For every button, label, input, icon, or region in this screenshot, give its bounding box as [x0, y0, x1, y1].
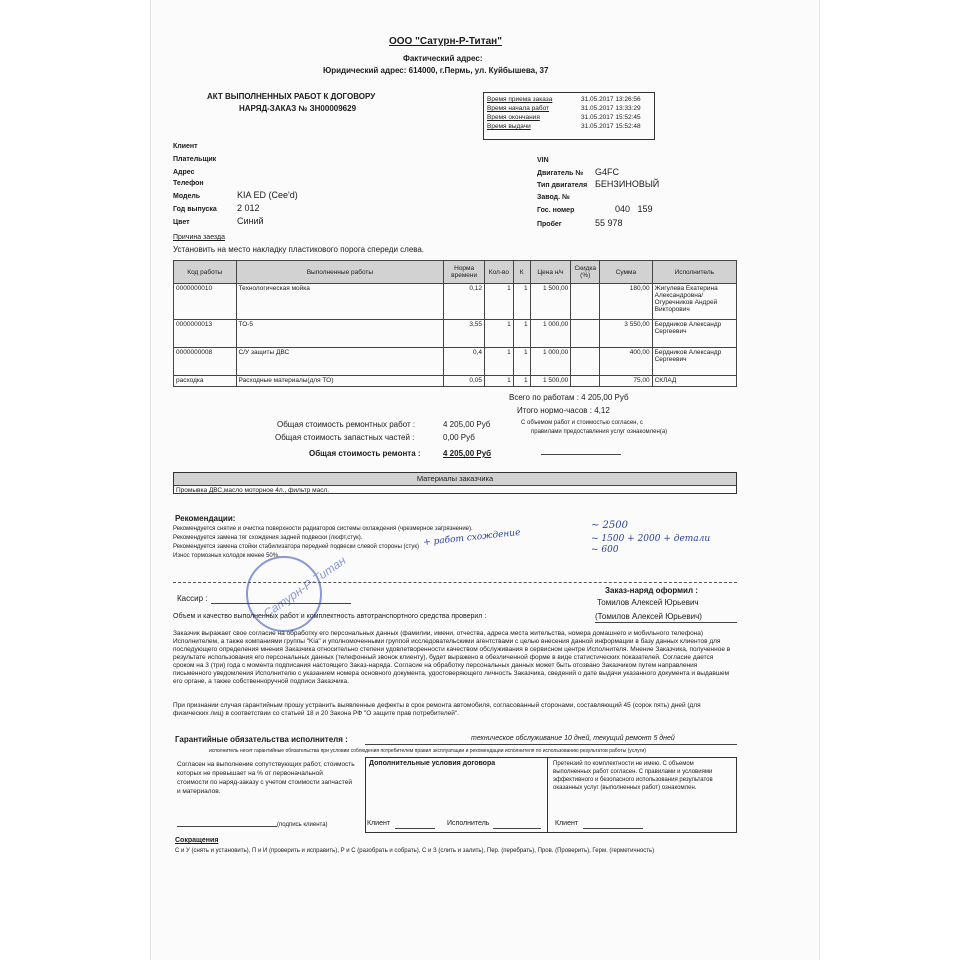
cell-executor: Бердников Александр Сергеевич — [652, 348, 736, 376]
cell-price: 1 500,00 — [530, 376, 571, 387]
times-box — [483, 92, 655, 140]
total-cost-value: 4 205,00 Руб — [443, 449, 492, 458]
cell-qty: 1 — [485, 348, 514, 376]
cell-disc — [571, 376, 600, 387]
engine-type-label: Тип двигателя — [537, 182, 588, 189]
col-work: Выполненные работы — [236, 261, 444, 284]
col-qty: Кол-во — [485, 261, 514, 284]
checked-text: Объем и качество выполненных работ и комплектность автотранспортного средства проверил : — [173, 613, 487, 620]
stamp-text: Сатурн-Р-Титан — [260, 553, 349, 621]
cashier-signature-line — [211, 603, 351, 604]
extra-client-line — [395, 828, 435, 829]
address-label: Адрес — [173, 169, 195, 176]
engine-type-value: БЕНЗИНОВЫЙ — [595, 179, 660, 189]
cell-sum: 180,00 — [600, 284, 652, 320]
abbreviations-title: Сокращения — [175, 837, 219, 844]
materials-header: Материалы заказчика — [174, 473, 736, 486]
order-by-label: Заказ-наряд оформил : — [605, 586, 698, 595]
conditions-divider — [547, 757, 548, 833]
recommendations-title: Рекомендации: — [175, 514, 236, 523]
model-value: KIA ED (Cee'd) — [237, 190, 298, 200]
cell-norm: 0,05 — [444, 376, 485, 387]
recommendation-item: Рекомендуется замена тяг схождения задней подвески (люфт,стук). — [173, 535, 363, 541]
company-stamp — [246, 553, 349, 632]
cell-norm: 3,55 — [444, 320, 485, 348]
cell-qty: 1 — [485, 376, 514, 387]
time-row: Время начала работ 31.05.2017 13:33:29 — [487, 105, 641, 112]
col-executor: Исполнитель — [652, 261, 736, 284]
completeness-client-label: Клиент — [555, 820, 579, 827]
col-code: Код работы — [174, 261, 237, 284]
model-label: Модель — [173, 193, 201, 200]
phone-label: Телефон — [173, 180, 204, 187]
client-label: Клиент — [173, 143, 198, 150]
recommendation-item: Рекомендуется замена стойки стабилизатора передней подвески слевой стороны (стук) — [173, 544, 419, 550]
separator-line — [173, 582, 737, 583]
handwritten-note: ~ 2500 — [591, 520, 629, 531]
cell-work: Расходные материалы(для ТО) — [236, 376, 444, 387]
cell-code: расходка — [174, 376, 237, 387]
cell-price: 1 000,00 — [530, 320, 571, 348]
agree-text-1: С объемом работ и стоимостью согласен, с — [521, 420, 643, 426]
warranty-line — [365, 744, 737, 745]
extra-client-label: Клиент — [367, 820, 391, 827]
materials-text: Промывка ДВС,масло моторное 4л., фильтр масл. — [176, 487, 330, 494]
cell-work: ТО-5 — [236, 320, 444, 348]
extra-executor-line — [493, 828, 541, 829]
cell-code: 0000000013 — [174, 320, 237, 348]
completeness-client-line — [583, 828, 643, 829]
cell-disc — [571, 320, 600, 348]
repair-cost-label: Общая стоимость ремонтных работ : — [277, 420, 416, 429]
cell-k: 1 — [513, 376, 530, 387]
materials-box — [173, 472, 737, 494]
cell-qty: 1 — [485, 284, 514, 320]
parts-cost-value: 0,00 Руб — [443, 433, 475, 442]
norm-hours-total: Итого нормо-часов : 4,12 — [517, 406, 610, 415]
warranty-terms: техническое обслуживание 10 дней, текущий ремонт 5 дней — [471, 735, 675, 742]
col-sum: Сумма — [600, 261, 652, 284]
order-by-signature: (Томилов Алексей Юрьевич) — [595, 612, 702, 621]
time-row: Время выдачи 31.05.2017 15:52:48 — [487, 123, 641, 130]
cell-k: 1 — [513, 320, 530, 348]
col-k: К — [513, 261, 530, 284]
cell-sum: 400,00 — [600, 348, 652, 376]
time-row: Время приема заказа 31.05.2017 13:26:56 — [487, 96, 641, 103]
recommendation-item: Рекомендуется снятие и очистка поверхности радиаторов системы охлаждения (чрезмерное загрязнение). — [173, 526, 473, 532]
company-name: ООО "Сатурн-Р-Титан" — [389, 36, 502, 47]
plate-value: 040 159 — [615, 204, 653, 214]
defects-paragraph: При признании случая гарантийным прошу устранить выявленные дефекты в срок ремонта автомобиля, согласованный сторонами, составляющий 45 (сорок пять) дней (для физических лиц) в соответствии со статьей 18 и 20 Закона РФ "О защите прав потребителей". — [173, 702, 701, 717]
col-price: Цена н/ч — [530, 261, 571, 284]
table-header-row — [174, 261, 737, 284]
abbreviations-text: С и У (снять и установить), П и И (проверить и исправить), Р и С (разобрать и собрать), С и З (слить и залить), Пер. (перебрать), Пров. (Проверить), Герм. (герметичность) — [175, 848, 655, 854]
parts-cost-label: Общая стоимость запастных частей : — [275, 433, 415, 442]
cell-qty: 1 — [485, 320, 514, 348]
order-number: НАРЯД-ЗАКАЗ № ЗН00009629 — [239, 104, 357, 113]
table-row — [174, 284, 737, 320]
warranty-subtitle: исполнитель несет гарантийные обязательства при условии соблюдения потребителем правил эксплуатации и рекомендации исполнителя по использованию результатов работы (услуги) — [209, 748, 646, 754]
cell-disc — [571, 284, 600, 320]
cell-k: 1 — [513, 348, 530, 376]
time-row: Время окончания 31.05.2017 15:52:45 — [487, 114, 641, 121]
actual-address-label: Фактический адрес: — [403, 54, 483, 63]
agree-signature-line — [541, 454, 621, 455]
table-row — [174, 348, 737, 376]
year-label: Год выпуска — [173, 206, 217, 213]
table-row — [174, 376, 737, 387]
col-norm: Норма времени — [444, 261, 485, 284]
cell-code: 0000000010 — [174, 284, 237, 320]
extra-conditions-title: Дополнительные условия договора — [369, 760, 496, 767]
order-by-signature-line — [595, 622, 737, 623]
agree-text-2: правилами предоставления услуг ознакомлен(а) — [531, 429, 668, 435]
cell-code: 0000000008 — [174, 348, 237, 376]
handwritten-note: ~ 1500 + 2000 + детали — [591, 534, 711, 544]
table-row — [174, 320, 737, 348]
engine-value: G4FC — [595, 167, 620, 177]
cell-norm: 0,4 — [444, 348, 485, 376]
cashier-label: Кассир : — [177, 594, 208, 603]
consent-paragraph: Заказчик выражает свое согласие на обработку его персональных данных (фамилии, имени, отчества, адреса места жительства, номера домашнего и мобильного телефона) Исполнителем, а также компаниями группы "Kia" и уполномоченными группой исследовательскими агентствами с целью внесения данной информации в базу данных клиентов для последующего определения мнения Заказчика относительно степени удовлетворенности качеством обслуживания в сервисном центре Исполнителя. Мнение Заказчика, полученное в результате использования его персональных данных (телефонный звонок клиенту), будет выражено в обезличенной форме в виде статистических показателей. Согласие дается сроком на 3 (три) года с момента подписания настоящего Заказ-наряда. Согласие на обработку персональных данных может быть отозвано Заказчиком путем направления письменного уведомления Исполнителю с указанием номера основного документа, удостоверяющего личность Заказчика, сведений о дате выдачи указанного документа и выдавшем его органе, а также собственноручной подписи Заказчика. — [173, 630, 731, 685]
cell-executor: СКЛАД — [652, 376, 736, 387]
engine-label: Двигатель № — [537, 170, 584, 177]
reason-text: Установить на место накладку пластикового порога спереди слева. — [173, 245, 425, 254]
cell-work: Технологическая мойка — [236, 284, 444, 320]
vin-label: VIN — [537, 157, 549, 164]
recommendation-item: Износ тормозных колодок менее 50%. — [173, 553, 280, 559]
client-signature-line — [177, 826, 277, 827]
extra-executor-label: Исполнитель — [447, 820, 490, 827]
cell-k: 1 — [513, 284, 530, 320]
handwritten-note: + работ схождение — [422, 527, 521, 549]
cell-price: 1 000,00 — [530, 348, 571, 376]
mileage-value: 55 978 — [595, 218, 623, 228]
cell-executor: Бердников Александр Сергеевич — [652, 320, 736, 348]
cell-executor: Жигулева Екатерина Александровна/Огуречников Андрей Викторович — [652, 284, 736, 320]
order-by-name: Томилов Алексей Юрьевич — [597, 598, 699, 607]
cell-work: С/У защиты ДВС — [236, 348, 444, 376]
repair-cost-value: 4 205,00 Руб — [443, 420, 491, 429]
client-signature-label: (подпись клиента) — [277, 822, 328, 828]
completeness-statement: Претензий по комплектности не имею. С объемом выполненных работ согласен. С правилами и условиями эффективного и безопасного использования результатов оказанных услуг (выполненных работ) ознакомлен. — [553, 761, 713, 791]
works-total: Всего по работам : 4 205,00 Руб — [509, 393, 629, 402]
doc-title: АКТ ВЫПОЛНЕННЫХ РАБОТ К ДОГОВОРУ — [207, 92, 376, 101]
document-sheet — [150, 0, 820, 960]
cell-norm: 0,12 — [444, 284, 485, 320]
col-disc: Скидка (%) — [571, 261, 600, 284]
legal-address: Юридический адрес: 614000, г.Пермь, ул. Куйбышева, 37 — [323, 66, 549, 75]
warranty-title: Гарантийные обязательства исполнителя : — [175, 735, 348, 744]
year-value: 2 012 — [237, 203, 260, 213]
plate-label: Гос. номер — [537, 207, 575, 214]
cell-sum: 3 550,00 — [600, 320, 652, 348]
color-label: Цвет — [173, 219, 190, 226]
color-value: Синий — [237, 216, 264, 226]
cell-sum: 75,00 — [600, 376, 652, 387]
works-table — [173, 260, 737, 387]
cell-price: 1 500,00 — [530, 284, 571, 320]
reason-label: Причина заезда — [173, 234, 225, 241]
cell-disc — [571, 348, 600, 376]
payer-label: Плательщик — [173, 156, 217, 163]
total-cost-label: Общая стоимость ремонта : — [309, 449, 421, 458]
extra-works-consent: Согласен на выполнение сопутствующих работ, стоимость которых не превышает на % от первоначальной стоимости по наряд-заказу с учетом стоимости запчастей и материалов. — [177, 761, 355, 795]
handwritten-note: ~ 600 — [591, 545, 619, 555]
factory-label: Завод. № — [537, 194, 570, 201]
mileage-label: Пробег — [537, 221, 562, 228]
